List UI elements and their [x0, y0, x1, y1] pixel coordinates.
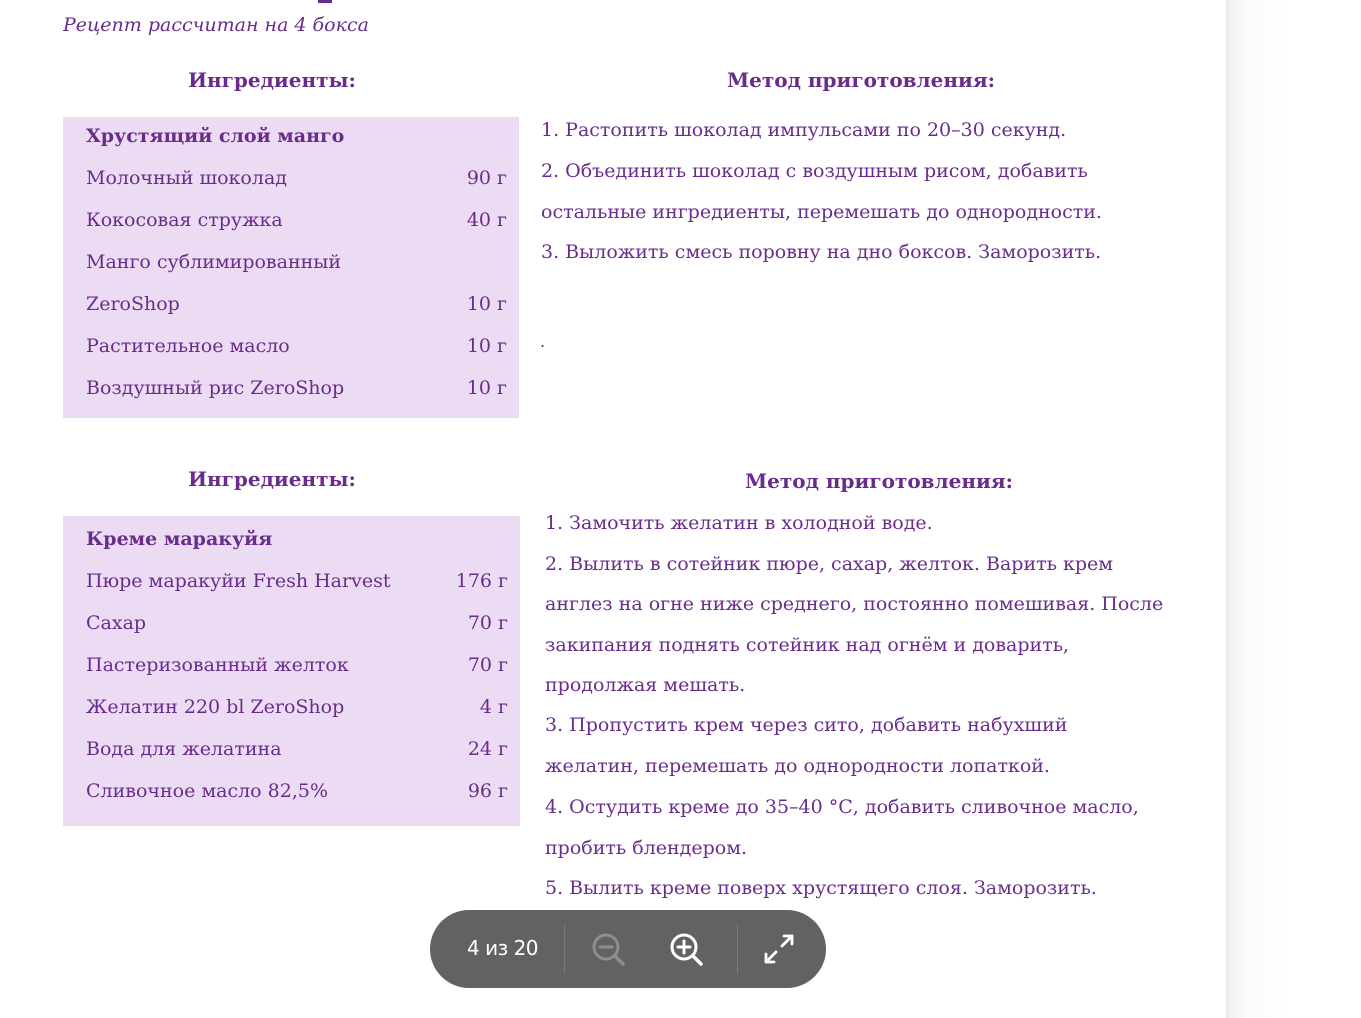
- ingredient-qty: 96 г: [467, 780, 508, 802]
- method-heading-1: Метод приготовления:: [726, 68, 996, 92]
- method-step-line: 2. Вылить в сотейник пюре, сахар, желток. Варить крем: [545, 553, 1114, 575]
- ingredient-name: Пюре маракуйи Fresh Harvest: [86, 570, 391, 592]
- ingredient-row: [86, 612, 508, 642]
- ingredients-heading-1: Ингредиенты:: [188, 68, 356, 92]
- ingredient-qty: 4 г: [479, 696, 508, 718]
- ingredient-qty: 176 г: [455, 570, 508, 592]
- ingredient-row: [86, 654, 508, 684]
- ingredients-box-title: Хрустящий слой манго: [86, 125, 345, 147]
- ingredient-name: Манго сублимированный: [86, 251, 342, 273]
- ingredient-name: Пастеризованный желток: [86, 654, 349, 676]
- toolbar-divider: [564, 924, 565, 974]
- fullscreen-button[interactable]: [757, 927, 801, 971]
- ingredient-name: Сливочное масло 82,5%: [86, 780, 329, 802]
- ingredient-row: [86, 335, 507, 365]
- recipe-yield-subtitle: Рецепт рассчитан на 4 бокса: [63, 14, 369, 36]
- ingredient-qty: 70 г: [467, 612, 508, 634]
- cut-off-title-fragment: [318, 0, 332, 3]
- ingredient-name: ZeroShop: [86, 293, 180, 315]
- ingredients-box-mango: [63, 117, 519, 418]
- page-counter: 4 из 20: [467, 936, 539, 960]
- method-step-line: 1. Растопить шоколад импульсами по 20–30 секунд.: [541, 119, 1067, 141]
- ingredients-heading-2: Ингредиенты:: [188, 467, 356, 491]
- ingredients-box-title: Креме маракуйя: [86, 528, 273, 550]
- ingredient-name: Кокосовая стружка: [86, 209, 283, 231]
- ingredient-qty: 10 г: [466, 335, 507, 357]
- fullscreen-icon: [757, 927, 801, 971]
- ingredient-name: Сахар: [86, 612, 147, 634]
- method-heading-2: Метод приготовления:: [744, 469, 1014, 493]
- method-step-line: 3. Выложить смесь поровну на дно боксов. Заморозить.: [541, 241, 1102, 263]
- method-step-line: 1. Замочить желатин в холодной воде.: [545, 512, 933, 534]
- document-viewer-toolbar: [430, 910, 826, 988]
- ingredient-row: [86, 377, 507, 407]
- ingredient-qty: 24 г: [467, 738, 508, 760]
- ingredient-row: [86, 251, 507, 281]
- method-step-line: остальные ингредиенты, перемешать до однородности.: [541, 201, 1102, 223]
- ingredient-row: [86, 570, 508, 600]
- ingredient-name: Молочный шоколад: [86, 167, 287, 189]
- method-step-line: закипания поднять сотейник над огнём и доварить,: [545, 634, 1070, 656]
- zoom-out-button[interactable]: [586, 927, 630, 971]
- zoom-out-icon: [586, 927, 630, 971]
- method-step-line: англез на огне ниже среднего, постоянно помешивая. После: [545, 593, 1164, 615]
- stray-dot: .: [540, 332, 546, 351]
- ingredient-name: Воздушный рис ZeroShop: [86, 377, 345, 399]
- ingredient-qty: 10 г: [466, 377, 507, 399]
- ingredient-name: Растительное масло: [86, 335, 290, 357]
- ingredient-row: [86, 167, 507, 197]
- ingredient-name: Желатин 220 bl ZeroShop: [86, 696, 345, 718]
- ingredient-row: [86, 293, 507, 323]
- ingredient-row: [86, 780, 508, 810]
- ingredient-row: [86, 738, 508, 768]
- method-step-line: 3. Пропустить крем через сито, добавить набухший: [545, 714, 1068, 736]
- method-step-line: 5. Вылить креме поверх хрустящего слоя. Заморозить.: [545, 877, 1097, 899]
- zoom-in-button[interactable]: [664, 927, 708, 971]
- method-step-line: 2. Объединить шоколад с воздушным рисом, добавить: [541, 160, 1088, 182]
- ingredient-row: [86, 209, 507, 239]
- zoom-in-icon: [664, 927, 708, 971]
- toolbar-divider: [737, 924, 738, 974]
- ingredient-name: Вода для желатина: [86, 738, 282, 760]
- method-step-line: продолжая мешать.: [545, 674, 746, 696]
- ingredient-qty: 40 г: [466, 209, 507, 231]
- page-edge-shadow: [1226, 0, 1361, 1018]
- ingredient-qty: 10 г: [466, 293, 507, 315]
- method-step-line: желатин, перемешать до однородности лопаткой.: [545, 755, 1050, 777]
- ingredient-row: [86, 696, 508, 726]
- ingredient-qty: 90 г: [466, 167, 507, 189]
- ingredient-qty: 70 г: [467, 654, 508, 676]
- ingredients-box-passionfruit: [63, 516, 520, 826]
- method-step-line: 4. Остудить креме до 35–40 °С, добавить сливочное масло,: [545, 796, 1139, 818]
- method-step-line: пробить блендером.: [545, 837, 748, 859]
